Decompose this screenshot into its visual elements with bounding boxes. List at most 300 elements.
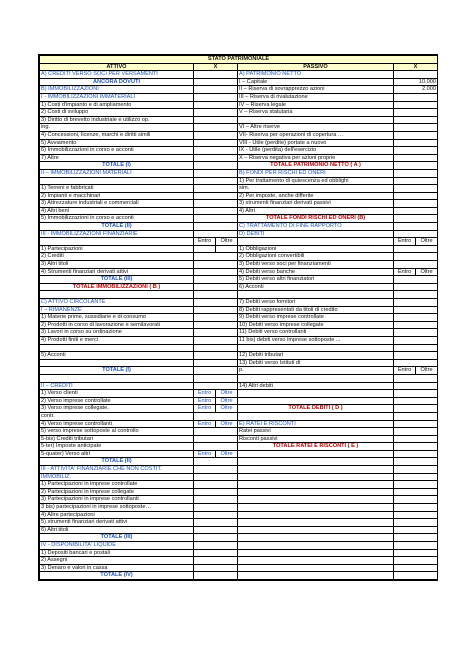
passivo-label: [238, 572, 394, 580]
passivo-value: [394, 245, 438, 253]
passivo-label: X – Riserva negativa per azioni proprie: [238, 154, 394, 162]
attivo-value: [194, 564, 238, 572]
passivo-label: VIII - Utile (perdite) portate a nuovo: [238, 139, 394, 147]
passivo-value: [394, 572, 438, 580]
title-row: [40, 56, 438, 64]
passivo-value: [394, 336, 438, 344]
attivo-label: 6) Immobilizzazioni in corso e acconti: [40, 147, 194, 155]
table-row: [40, 192, 438, 200]
table-row: [40, 382, 438, 390]
table-row: [40, 374, 438, 382]
attivo-value: [194, 101, 238, 109]
attivo-label: 2) Assegni: [40, 557, 194, 565]
passivo-value: [394, 557, 438, 565]
passivo-value: [394, 109, 438, 117]
table-row: [40, 147, 438, 155]
attivo-value: [194, 253, 238, 261]
passivo-value: [394, 382, 438, 390]
passivo-label: 14) Altri debiti: [238, 382, 394, 390]
passivo-label: 7) Debiti verso fornitori: [238, 299, 394, 307]
attivo-label: 4) Concessioni, licenze, marchi e diritti simili: [40, 131, 194, 139]
attivo-x-header: X: [194, 63, 238, 71]
attivo-label: [40, 374, 194, 382]
attivo-label: 2) Partecipazioni in imprese collegate: [40, 488, 194, 496]
attivo-label: 1) Terreni e fabbricati: [40, 185, 194, 193]
attivo-label: TOTALE IMMOBILIZZAZIONI ( B ): [40, 283, 194, 291]
passivo-label: 6) Acconti: [238, 283, 394, 291]
passivo-value: [394, 534, 438, 542]
attivo-value: [194, 542, 238, 550]
oltre-label: Oltre: [220, 390, 233, 397]
attivo-value: [194, 283, 238, 291]
attivo-label: [40, 344, 194, 352]
attivo-value: [194, 78, 238, 86]
passivo-label: 4) Altri: [238, 207, 394, 215]
table-row: [40, 131, 438, 139]
table-row: [40, 420, 438, 428]
attivo-value: [194, 488, 238, 496]
passivo-label: [238, 496, 394, 504]
passivo-label: E) RATEI E RISCONTI: [238, 420, 394, 428]
passivo-label: [238, 390, 394, 398]
passivo-label: [238, 458, 394, 466]
attivo-label: [40, 238, 194, 246]
table-row: [40, 466, 438, 474]
table-row: [40, 435, 438, 443]
attivo-header: ATTIVO: [40, 63, 194, 71]
table-row: [40, 268, 438, 276]
attivo-split: [194, 245, 238, 253]
attivo-label: II – CREDITI: [40, 382, 194, 390]
table-row: [40, 496, 438, 504]
passivo-value: [394, 488, 438, 496]
passivo-label: [238, 412, 394, 420]
passivo-label: VII- Riserva per operazioni di copertura …: [238, 131, 394, 139]
attivo-value: [194, 466, 238, 474]
passivo-label: 8) Debiti rappresentati da titoli di credito: [238, 306, 394, 314]
passivo-value: [394, 564, 438, 572]
passivo-x-header: X: [394, 63, 438, 71]
table-row: [40, 344, 438, 352]
passivo-value: [394, 397, 438, 405]
attivo-value: [194, 359, 238, 367]
attivo-value: [194, 329, 238, 337]
attivo-value: [194, 192, 238, 200]
attivo-label: 3) Altri titoli: [40, 261, 194, 269]
attivo-label: 3) Verso imprese collegate,: [40, 405, 194, 413]
table-row: [40, 352, 438, 360]
passivo-label: 9) Debiti verso imprese controllate: [238, 314, 394, 322]
table-row: [40, 481, 438, 489]
attivo-label: 2) Prodotti in corso di lavorazione e semilavorati: [40, 321, 194, 329]
oltre-label: Oltre: [220, 238, 233, 245]
passivo-value: [394, 139, 438, 147]
passivo-value: [394, 420, 438, 428]
table-row: [40, 78, 438, 86]
attivo-label: TOTALE (I): [40, 162, 194, 170]
passivo-value: [394, 200, 438, 208]
passivo-value: [394, 283, 438, 291]
attivo-value: [194, 185, 238, 193]
passivo-label: [238, 542, 394, 550]
entro-label: Entro: [194, 398, 216, 405]
attivo-label: contr.: [40, 412, 194, 420]
passivo-label: III – Riserva di rivalutazione: [238, 93, 394, 101]
attivo-value: [194, 291, 238, 299]
passivo-value: [394, 154, 438, 162]
table-row: [40, 116, 438, 124]
attivo-value: [194, 109, 238, 117]
passivo-label: sim.: [238, 185, 394, 193]
passivo-value: [394, 276, 438, 284]
passivo-label: p.: [238, 367, 394, 375]
passivo-value: [394, 428, 438, 436]
attivo-value: [194, 367, 238, 375]
attivo-value: [194, 412, 238, 420]
table-row: [40, 473, 438, 481]
table-row: [40, 443, 438, 451]
table-row: [40, 557, 438, 565]
passivo-label: V – Riserva statutaria: [238, 109, 394, 117]
passivo-label: VI – Altre riserve: [238, 124, 394, 132]
oltre-label: Oltre: [420, 367, 433, 374]
passivo-label: D) DEBITI: [238, 230, 394, 238]
attivo-label: 5) strumenti finanziari derivati attivi: [40, 519, 194, 527]
table-row: [40, 329, 438, 337]
passivo-value: [394, 71, 438, 79]
passivo-label: 11 bis) debiti verso imprese sottoposte ...: [238, 336, 394, 344]
passivo-value: [394, 344, 438, 352]
passivo-value: [394, 169, 438, 177]
attivo-label: 1) Partecipazioni in imprese controllate: [40, 481, 194, 489]
passivo-value: [394, 124, 438, 132]
table-row: [40, 200, 438, 208]
sheet-title: STATO PATRIMONIALE: [40, 56, 438, 64]
passivo-label: [238, 116, 394, 124]
passivo-value: [394, 519, 438, 527]
entro-label: Entro: [194, 451, 216, 458]
passivo-value: [394, 230, 438, 238]
passivo-value: [394, 185, 438, 193]
attivo-label: 3 bis) partecipazioni in imprese sottoposte…: [40, 504, 194, 512]
passivo-label: TOTALE PATRIMONIO NETTO ( A ): [238, 162, 394, 170]
attivo-value: [194, 93, 238, 101]
attivo-label: 1) Partecipazioni: [40, 245, 194, 253]
attivo-value: [194, 314, 238, 322]
table-row: [40, 458, 438, 466]
attivo-label: 5-bis) Crediti tributari: [40, 435, 194, 443]
subheader-row: [40, 238, 438, 246]
attivo-label: 1) Verso clienti: [40, 390, 194, 398]
oltre-label: Oltre: [420, 238, 433, 245]
attivo-label: I – RIMANENZE: [40, 306, 194, 314]
attivo-label: 3) Lavori in corso su ordinazione: [40, 329, 194, 337]
passivo-label: 12) Debiti tributari: [238, 352, 394, 360]
attivo-label: [40, 359, 194, 367]
attivo-value: [194, 71, 238, 79]
passivo-value: [394, 329, 438, 337]
passivo-value: [394, 435, 438, 443]
entro-label: Entro: [394, 367, 416, 374]
passivo-split: [394, 268, 438, 276]
attivo-value: [194, 230, 238, 238]
passivo-value: [394, 253, 438, 261]
attivo-split: [194, 397, 238, 405]
attivo-value: [194, 549, 238, 557]
attivo-label: III - IMMOBILIZZAZIONI FINANZIARIE: [40, 230, 194, 238]
attivo-label: [40, 291, 194, 299]
passivo-value: [394, 101, 438, 109]
table-row: [40, 299, 438, 307]
table-row: [40, 124, 438, 132]
passivo-label: TOTALE DEBITI ( D ): [238, 405, 394, 413]
passivo-label: A) PATRIMONIO NETTO: [238, 71, 394, 79]
passivo-label: [238, 549, 394, 557]
passivo-label: [238, 564, 394, 572]
passivo-value: 10.000: [394, 78, 438, 86]
attivo-label: III - ATTIVITA' FINANZIARIE CHE NON COSTIT.: [40, 466, 194, 474]
attivo-split: [194, 420, 238, 428]
table-row: [40, 306, 438, 314]
attivo-label: A) CREDITI VERSO SOCI PER VERSAMENTI: [40, 71, 194, 79]
attivo-label: TOTALE (I): [40, 367, 194, 375]
passivo-label: 5) Debiti verso altri finanziatori: [238, 276, 394, 284]
attivo-split: [194, 238, 238, 246]
attivo-value: [194, 207, 238, 215]
attivo-value: [194, 481, 238, 489]
oltre-label: Oltre: [220, 420, 233, 427]
passivo-label: 11) Debiti verso controllanti: [238, 329, 394, 337]
attivo-value: [194, 147, 238, 155]
table-row: [40, 253, 438, 261]
passivo-value: [394, 405, 438, 413]
attivo-value: [194, 169, 238, 177]
passivo-label: 2) Per imposte, anche differite: [238, 192, 394, 200]
attivo-label: II – IMMOBILIZZAZIONI MATERIALI: [40, 169, 194, 177]
attivo-value: [194, 200, 238, 208]
attivo-value: [194, 519, 238, 527]
table-row: [40, 230, 438, 238]
table-row: [40, 488, 438, 496]
table-row: [40, 223, 438, 231]
attivo-label: 3) Partecipazioni in imprese controllanti: [40, 496, 194, 504]
attivo-label: 5) Immobilizzazioni in corso e acconti: [40, 215, 194, 223]
attivo-label: 6) Altri titoli: [40, 526, 194, 534]
attivo-value: [194, 215, 238, 223]
passivo-label: 4) Debiti verso banche: [238, 268, 394, 276]
table-row: [40, 526, 438, 534]
passivo-label: TOTALE RATEI E RISCONTI ( E ): [238, 443, 394, 451]
passivo-value: [394, 223, 438, 231]
attivo-label: 2) Impianti e macchinari: [40, 192, 194, 200]
passivo-value: [394, 496, 438, 504]
passivo-label: [238, 511, 394, 519]
attivo-value: [194, 306, 238, 314]
table-row: [40, 572, 438, 580]
attivo-value: [194, 116, 238, 124]
passivo-label: [238, 519, 394, 527]
attivo-label: 5) Avviamento: [40, 139, 194, 147]
passivo-value: [394, 374, 438, 382]
table-row: [40, 450, 438, 458]
attivo-label: [40, 177, 194, 185]
passivo-value: [394, 207, 438, 215]
attivo-label: 4) Altri beni: [40, 207, 194, 215]
passivo-label: [238, 466, 394, 474]
table-row: [40, 86, 438, 94]
attivo-label: ing.: [40, 124, 194, 132]
attivo-label: I - IMMOBILIZZAZIONI IMMATERIALI: [40, 93, 194, 101]
attivo-label: 5-ter) Imposte anticipate: [40, 443, 194, 451]
attivo-value: [194, 268, 238, 276]
attivo-label: 1) Materie prime, sussidiarie e di consumo: [40, 314, 194, 322]
table-row: [40, 93, 438, 101]
passivo-label: [238, 557, 394, 565]
attivo-label: 4) Verso imprese controllanti: [40, 420, 194, 428]
passivo-value: [394, 473, 438, 481]
attivo-value: [194, 428, 238, 436]
passivo-label: II – Riserva di sovrapprezzo azioni: [238, 86, 394, 94]
attivo-value: [194, 443, 238, 451]
attivo-value: [194, 321, 238, 329]
passivo-value: [394, 549, 438, 557]
attivo-value: [194, 534, 238, 542]
attivo-value: [194, 526, 238, 534]
attivo-value: [194, 473, 238, 481]
passivo-value: [394, 321, 438, 329]
passivo-value: [394, 116, 438, 124]
attivo-label: 5) Acconti: [40, 352, 194, 360]
attivo-value: [194, 435, 238, 443]
oltre-label: Oltre: [220, 405, 233, 412]
table-row: [40, 504, 438, 512]
passivo-label: 13) Debiti verso Istituti di: [238, 359, 394, 367]
passivo-label: [238, 504, 394, 512]
passivo-value: [394, 306, 438, 314]
attivo-value: [194, 223, 238, 231]
table-row: [40, 101, 438, 109]
passivo-value: [394, 261, 438, 269]
passivo-value: [394, 526, 438, 534]
passivo-split: [394, 367, 438, 375]
attivo-value: [194, 504, 238, 512]
passivo-value: [394, 542, 438, 550]
passivo-label: TOTALE FONDI RISCHI ED ONERI (B): [238, 215, 394, 223]
attivo-label: 7) Altre: [40, 154, 194, 162]
balance-sheet: [38, 54, 438, 581]
passivo-value: [394, 450, 438, 458]
passivo-label: 1) Per trattamento di quiescenza ed obblighi: [238, 177, 394, 185]
passivo-label: IV – Riserva legale: [238, 101, 394, 109]
passivo-header: PASSIVO: [238, 63, 394, 71]
table-row: [40, 162, 438, 170]
attivo-value: [194, 177, 238, 185]
table-row: [40, 276, 438, 284]
attivo-label: 1) Depositi bancari e postali: [40, 549, 194, 557]
passivo-label: [238, 526, 394, 534]
passivo-value: [394, 504, 438, 512]
passivo-value: [394, 314, 438, 322]
attivo-label: 3) Attrezzature industriali e commerciali: [40, 200, 194, 208]
table-row: [40, 428, 438, 436]
header-row: [40, 63, 438, 71]
entro-label: Entro: [194, 238, 216, 245]
table-row: [40, 215, 438, 223]
passivo-split: [394, 238, 438, 246]
balance-table: [39, 55, 438, 580]
table-row: [40, 397, 438, 405]
entro-label: Entro: [394, 269, 416, 276]
passivo-value: [394, 215, 438, 223]
table-row: [40, 549, 438, 557]
table-row: [40, 390, 438, 398]
table-row: [40, 245, 438, 253]
passivo-label: B) FONDI PER RISCHI ED ONERI: [238, 169, 394, 177]
table-row: [40, 336, 438, 344]
attivo-label: 2) Costi di sviluppo: [40, 109, 194, 117]
attivo-split: [194, 450, 238, 458]
attivo-value: [194, 458, 238, 466]
oltre-label: Oltre: [220, 397, 233, 404]
table-row: [40, 519, 438, 527]
attivo-label: 5) verso imprese sottoposte al controllo: [40, 428, 194, 436]
passivo-label: [238, 450, 394, 458]
passivo-label: Risconti passivi: [238, 435, 394, 443]
attivo-value: [194, 299, 238, 307]
entro-label: Entro: [194, 421, 216, 428]
passivo-label: 10) Debiti verso imprese collegate: [238, 321, 394, 329]
attivo-label: TOTALE (III): [40, 534, 194, 542]
attivo-value: [194, 162, 238, 170]
attivo-label: 4) Strumenti finanziari derivati attivi: [40, 268, 194, 276]
passivo-label: [238, 488, 394, 496]
passivo-value: [394, 511, 438, 519]
passivo-value: [394, 131, 438, 139]
passivo-value: [394, 458, 438, 466]
attivo-label: IV - DISPONIBILITA' LIQUIDE: [40, 542, 194, 550]
table-row: [40, 291, 438, 299]
passivo-label: 2) Obbligazioni convertibili: [238, 253, 394, 261]
attivo-value: [194, 496, 238, 504]
table-row: [40, 185, 438, 193]
table-row: [40, 283, 438, 291]
passivo-label: 1) Obbligazioni: [238, 245, 394, 253]
attivo-label: 3) Diritto di brevetto industriale e utilizzo op.: [40, 116, 194, 124]
table-row: [40, 321, 438, 329]
entro-label: Entro: [194, 405, 216, 412]
passivo-value: [394, 177, 438, 185]
passivo-value: 2.000: [394, 86, 438, 94]
passivo-label: [238, 238, 394, 246]
table-row: [40, 71, 438, 79]
passivo-label: 3) Debiti verso soci per finanziamenti: [238, 261, 394, 269]
oltre-label: Oltre: [420, 268, 433, 275]
attivo-value: [194, 261, 238, 269]
table-row: [40, 169, 438, 177]
passivo-label: [238, 291, 394, 299]
attivo-value: [194, 352, 238, 360]
passivo-value: [394, 93, 438, 101]
attivo-label: 2) Verso imprese controllate: [40, 397, 194, 405]
table-row: [40, 511, 438, 519]
attivo-value: [194, 382, 238, 390]
attivo-label: 5-quater) Verso altri: [40, 450, 194, 458]
attivo-value: [194, 124, 238, 132]
passivo-label: IX - Utile (perdita) dell'esercizio: [238, 147, 394, 155]
attivo-value: [194, 511, 238, 519]
attivo-label: 1) Costi d'impianto e di ampliamento: [40, 101, 194, 109]
oltre-label: [216, 246, 237, 253]
